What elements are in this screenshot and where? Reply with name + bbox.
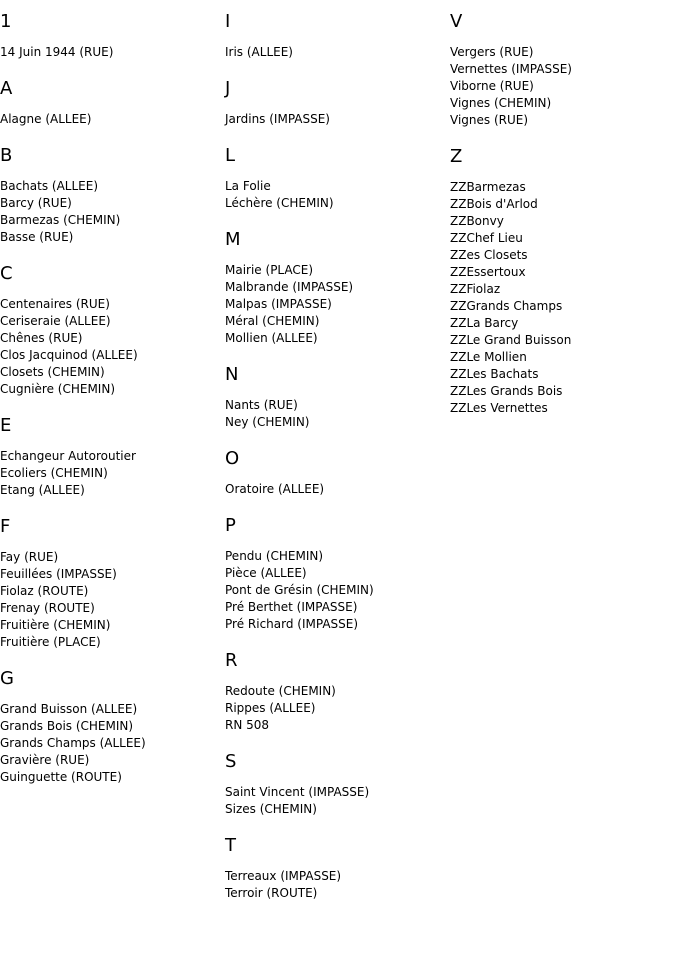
letter-section xyxy=(0,146,225,246)
street-list-item xyxy=(225,296,450,313)
street-list-item xyxy=(450,264,675,281)
letter-section xyxy=(0,416,225,499)
street-link[interactable]: Vernettes (IMPASSE) xyxy=(450,62,572,76)
letter-heading: R xyxy=(225,650,238,671)
street-list xyxy=(0,44,225,61)
street-list-item xyxy=(0,583,225,600)
street-list-item xyxy=(0,111,225,128)
letter-heading: I xyxy=(225,11,231,32)
street-list xyxy=(0,111,225,128)
street-link[interactable]: Méral (CHEMIN) xyxy=(225,314,320,328)
letter-heading: B xyxy=(0,145,13,166)
street-link[interactable]: Terreaux (IMPASSE) xyxy=(225,869,342,883)
street-list-item xyxy=(225,801,450,818)
street-link[interactable]: Pendu (CHEMIN) xyxy=(225,549,324,563)
street-list-item xyxy=(225,481,450,498)
street-link[interactable]: RN 508 xyxy=(225,718,270,732)
street-link[interactable]: Pré Berthet (IMPASSE) xyxy=(225,600,358,614)
street-link[interactable]: Malbrande (IMPASSE) xyxy=(225,280,354,294)
letter-section xyxy=(0,12,225,61)
street-list-item xyxy=(225,262,450,279)
index-column-1 xyxy=(0,0,225,786)
street-link[interactable]: Clos Jacquinod (ALLEE) xyxy=(0,348,138,362)
letter-heading: J xyxy=(225,78,231,99)
street-list-item xyxy=(450,213,675,230)
street-list-item xyxy=(0,347,225,364)
street-list-item xyxy=(0,195,225,212)
street-list xyxy=(450,44,675,129)
street-list-item xyxy=(0,381,225,398)
street-list-item xyxy=(450,383,675,400)
index-column-2 xyxy=(225,0,450,902)
letter-section xyxy=(0,264,225,398)
street-link[interactable]: Pièce (ALLEE) xyxy=(225,566,307,580)
street-list xyxy=(225,111,450,128)
street-list-item xyxy=(0,735,225,752)
letter-section xyxy=(450,147,675,417)
street-list-item xyxy=(0,549,225,566)
street-list-item xyxy=(0,482,225,499)
street-list-item xyxy=(0,229,225,246)
street-list-item xyxy=(225,582,450,599)
street-link[interactable]: ZZLa Barcy xyxy=(450,316,519,330)
street-link[interactable]: Grand Buisson (ALLEE) xyxy=(0,702,138,716)
street-list-item xyxy=(225,784,450,801)
street-link[interactable]: ZZChef Lieu xyxy=(450,231,523,245)
street-link[interactable]: Alagne (ALLEE) xyxy=(0,112,92,126)
letter-heading: Z xyxy=(450,146,463,167)
street-link[interactable]: ZZLes Grands Bois xyxy=(450,384,563,398)
street-link[interactable]: ZZBarmezas xyxy=(450,180,526,194)
street-list-item xyxy=(0,566,225,583)
street-list-item xyxy=(225,885,450,902)
street-link[interactable]: Iris (ALLEE) xyxy=(225,45,293,59)
letter-section xyxy=(225,146,450,212)
street-list-item xyxy=(450,400,675,417)
street-list xyxy=(0,448,225,499)
street-list-item xyxy=(0,701,225,718)
street-list-item xyxy=(225,195,450,212)
letter-section xyxy=(0,79,225,128)
street-list-item xyxy=(0,296,225,313)
street-link[interactable]: Vignes (RUE) xyxy=(450,113,529,127)
letter-section xyxy=(225,516,450,633)
street-link[interactable]: Terroir (ROUTE) xyxy=(225,886,318,900)
street-link[interactable]: ZZLe Mollien xyxy=(450,350,527,364)
street-link[interactable]: Guinguette (ROUTE) xyxy=(0,770,122,784)
street-link[interactable]: 14 Juin 1944 (RUE) xyxy=(0,45,114,59)
street-list-item xyxy=(0,178,225,195)
street-list-item xyxy=(225,700,450,717)
letter-section xyxy=(225,449,450,498)
street-link[interactable]: Viborne (RUE) xyxy=(450,79,534,93)
street-list xyxy=(225,44,450,61)
letter-heading: M xyxy=(225,229,241,250)
street-list-item xyxy=(0,769,225,786)
street-list-item xyxy=(450,332,675,349)
street-link[interactable]: Fruitière (CHEMIN) xyxy=(0,618,111,632)
street-list-item xyxy=(225,599,450,616)
street-list-item xyxy=(450,349,675,366)
letter-heading: F xyxy=(0,516,11,537)
street-list xyxy=(0,701,225,786)
street-list-item xyxy=(450,230,675,247)
street-list xyxy=(0,296,225,398)
letter-heading: V xyxy=(450,11,463,32)
street-list-item xyxy=(0,600,225,617)
letter-section xyxy=(0,669,225,786)
street-list-item xyxy=(0,313,225,330)
street-link[interactable]: Vergers (RUE) xyxy=(450,45,534,59)
index-column-3 xyxy=(450,0,675,417)
street-list-item xyxy=(450,78,675,95)
letter-section xyxy=(450,12,675,129)
street-list-item xyxy=(0,617,225,634)
street-link[interactable]: Closets (CHEMIN) xyxy=(0,365,105,379)
street-link[interactable]: Grands Champs (ALLEE) xyxy=(0,736,146,750)
street-link[interactable]: Redoute (CHEMIN) xyxy=(225,684,336,698)
street-link[interactable]: Bachats (ALLEE) xyxy=(0,179,99,193)
letter-heading: P xyxy=(225,515,236,536)
street-link[interactable]: ZZBonvy xyxy=(450,214,504,228)
street-link[interactable]: Etang (ALLEE) xyxy=(0,483,85,497)
street-link[interactable]: Feuillées (IMPASSE) xyxy=(0,567,117,581)
street-link[interactable]: ZZFiolaz xyxy=(450,282,501,296)
street-list-item xyxy=(225,330,450,347)
street-list xyxy=(225,481,450,498)
street-list-item xyxy=(450,61,675,78)
street-list-item xyxy=(225,414,450,431)
street-list xyxy=(225,683,450,734)
street-list-item xyxy=(450,247,675,264)
letter-section xyxy=(225,752,450,818)
street-list-item xyxy=(225,616,450,633)
street-link[interactable]: Centenaires (RUE) xyxy=(0,297,110,311)
street-link[interactable]: Echangeur Autoroutier xyxy=(0,449,136,463)
street-link[interactable]: Fay (RUE) xyxy=(0,550,59,564)
street-list xyxy=(450,179,675,417)
street-link[interactable]: Barmezas (CHEMIN) xyxy=(0,213,121,227)
letter-section xyxy=(225,365,450,431)
street-list xyxy=(0,549,225,651)
street-link[interactable]: Ney (CHEMIN) xyxy=(225,415,310,429)
street-list-item xyxy=(450,366,675,383)
street-list-item xyxy=(0,448,225,465)
letter-heading: C xyxy=(0,263,13,284)
street-list-item xyxy=(225,111,450,128)
street-list xyxy=(225,868,450,902)
street-link[interactable]: Fruitière (PLACE) xyxy=(0,635,101,649)
street-list-item xyxy=(225,868,450,885)
street-list-item xyxy=(225,313,450,330)
street-list-item xyxy=(0,212,225,229)
letter-heading: 1 xyxy=(0,11,12,32)
street-link[interactable]: Léchère (CHEMIN) xyxy=(225,196,334,210)
street-link[interactable]: Barcy (RUE) xyxy=(0,196,72,210)
street-list-item xyxy=(450,95,675,112)
street-link[interactable]: Sizes (CHEMIN) xyxy=(225,802,317,816)
street-link[interactable]: ZZLes Vernettes xyxy=(450,401,548,415)
street-list-item xyxy=(225,44,450,61)
street-link[interactable]: Oratoire (ALLEE) xyxy=(225,482,325,496)
letter-heading: L xyxy=(225,145,236,166)
street-link[interactable]: Fiolaz (ROUTE) xyxy=(0,584,89,598)
street-link[interactable]: Vignes (CHEMIN) xyxy=(450,96,552,110)
street-list-item xyxy=(450,281,675,298)
street-link[interactable]: ZZBois d'Arlod xyxy=(450,197,538,211)
street-link[interactable]: ZZes Closets xyxy=(450,248,528,262)
letter-section xyxy=(225,836,450,902)
letter-section xyxy=(225,12,450,61)
street-list-item xyxy=(225,397,450,414)
street-link[interactable]: Jardins (IMPASSE) xyxy=(225,112,330,126)
street-list-item xyxy=(450,112,675,129)
street-list-item xyxy=(0,465,225,482)
street-list xyxy=(225,178,450,212)
street-list-item xyxy=(0,330,225,347)
street-link[interactable]: Basse (RUE) xyxy=(0,230,74,244)
street-list xyxy=(225,784,450,818)
street-link[interactable]: Gravière (RUE) xyxy=(0,753,90,767)
letter-section xyxy=(225,230,450,347)
street-list-item xyxy=(225,178,450,195)
street-link[interactable]: Frenay (ROUTE) xyxy=(0,601,95,615)
street-list xyxy=(0,178,225,246)
street-list-item xyxy=(0,634,225,651)
street-list-item xyxy=(225,683,450,700)
street-list-item xyxy=(225,717,450,734)
letter-heading: O xyxy=(225,448,240,469)
street-link[interactable]: Ceriseraie (ALLEE) xyxy=(0,314,111,328)
street-list-item xyxy=(450,315,675,332)
street-list-item xyxy=(0,752,225,769)
street-link[interactable]: Ecoliers (CHEMIN) xyxy=(0,466,108,480)
street-list-item xyxy=(0,44,225,61)
street-link[interactable]: Saint Vincent (IMPASSE) xyxy=(225,785,370,799)
street-link[interactable]: Malpas (IMPASSE) xyxy=(225,297,332,311)
street-list-item xyxy=(0,718,225,735)
street-link[interactable]: ZZLes Bachats xyxy=(450,367,539,381)
street-list-item xyxy=(450,179,675,196)
letter-heading: S xyxy=(225,751,237,772)
letter-heading: A xyxy=(0,78,13,99)
street-link[interactable]: Nants (RUE) xyxy=(225,398,298,412)
street-list xyxy=(225,397,450,431)
street-link[interactable]: Grands Bois (CHEMIN) xyxy=(0,719,134,733)
street-list xyxy=(225,262,450,347)
street-list-item xyxy=(225,565,450,582)
letter-heading: E xyxy=(0,415,12,436)
street-link[interactable]: Mairie (PLACE) xyxy=(225,263,314,277)
letter-heading: T xyxy=(225,835,236,856)
street-link[interactable]: La Folie xyxy=(225,179,271,193)
street-link[interactable]: ZZEssertoux xyxy=(450,265,526,279)
street-list-item xyxy=(225,279,450,296)
street-link[interactable]: Cugnière (CHEMIN) xyxy=(0,382,116,396)
street-list-item xyxy=(225,548,450,565)
street-list-item xyxy=(450,298,675,315)
street-link[interactable]: Pré Richard (IMPASSE) xyxy=(225,617,359,631)
street-list xyxy=(225,548,450,633)
street-link[interactable]: Chênes (RUE) xyxy=(0,331,83,345)
street-link[interactable]: ZZGrands Champs xyxy=(450,299,563,313)
street-list-item xyxy=(0,364,225,381)
letter-section xyxy=(225,79,450,128)
street-link[interactable]: Rippes (ALLEE) xyxy=(225,701,316,715)
letter-section xyxy=(0,517,225,651)
street-link[interactable]: ZZLe Grand Buisson xyxy=(450,333,572,347)
street-link[interactable]: Mollien (ALLEE) xyxy=(225,331,318,345)
letter-heading: N xyxy=(225,364,239,385)
street-link[interactable]: Pont de Grésin (CHEMIN) xyxy=(225,583,374,597)
letter-heading: G xyxy=(0,668,14,689)
street-list-item xyxy=(450,196,675,213)
street-list-item xyxy=(450,44,675,61)
letter-section xyxy=(225,651,450,734)
